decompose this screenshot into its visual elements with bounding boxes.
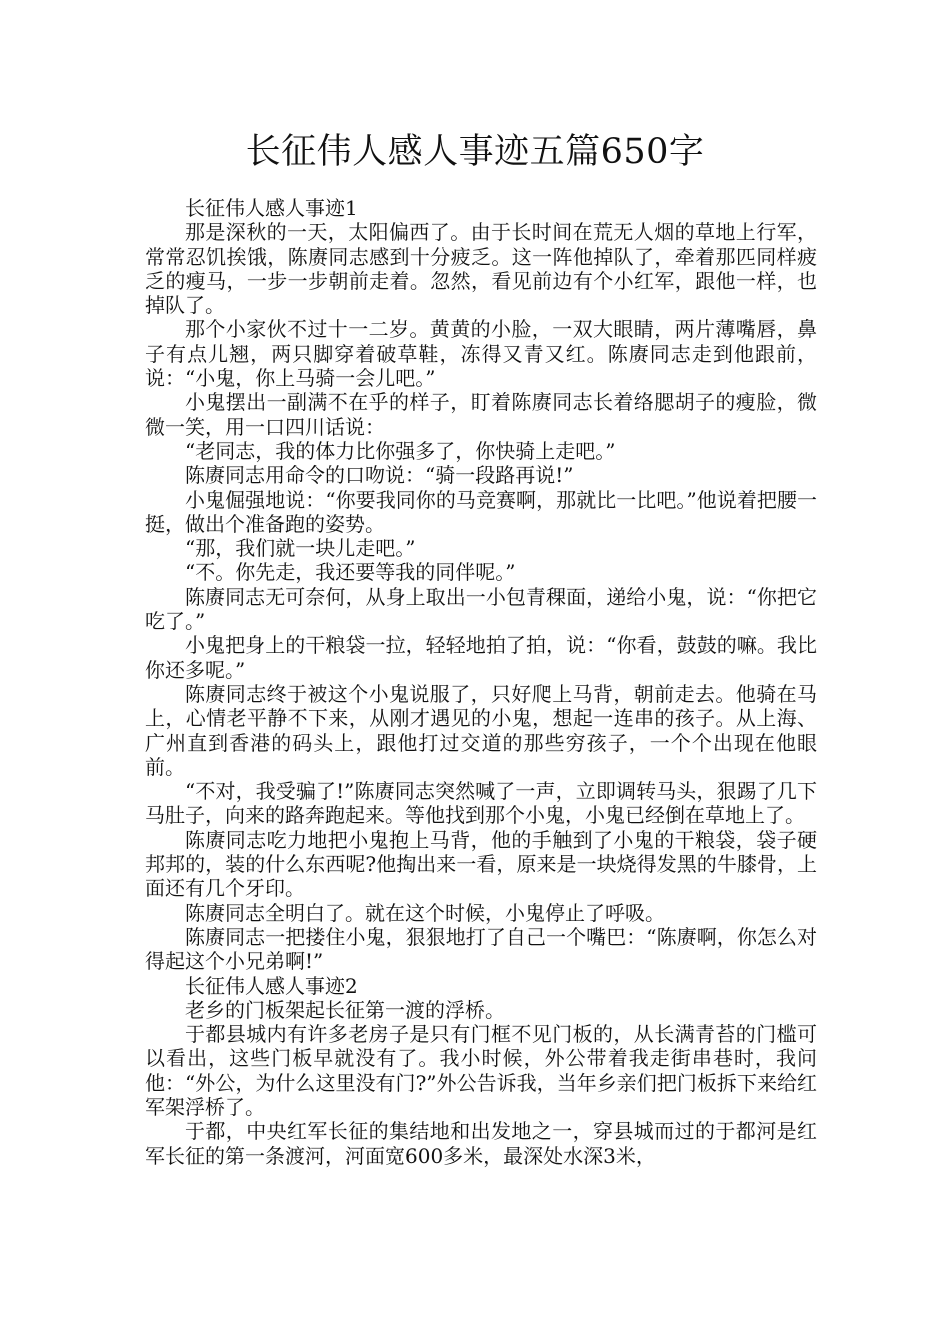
- paragraph: 于都，中央红军长征的集结地和出发地之一，穿县城而过的于都河是红军长征的第一条渡河，河面宽600多米，最深处水深3米，: [145, 1119, 817, 1168]
- paragraph: 小鬼把身上的干粮袋一拉，轻轻地拍了拍，说：“你看，鼓鼓的嘛。我比你还多呢。”: [145, 633, 817, 682]
- paragraph: 陈赓同志全明白了。就在这个时候，小鬼停止了呼吸。: [185, 900, 665, 925]
- paragraph: 老乡的门板架起长征第一渡的浮桥。: [185, 997, 505, 1022]
- paragraph: 陈赓同志用命令的口吻说：“骑一段路再说!”: [185, 463, 574, 488]
- paragraph: “不对，我受骗了!”陈赓同志突然喊了一声，立即调转马头，狠踢了几下马肚子，向来的路奔跑起来。等他找到那个小鬼，小鬼已经倒在草地上了。: [145, 779, 817, 828]
- document-body: [145, 196, 817, 1168]
- paragraph: “老同志，我的体力比你强多了，你快骑上走吧。”: [185, 438, 616, 463]
- paragraph: 陈赓同志吃力地把小鬼抱上马背，他的手触到了小鬼的干粮袋，袋子硬邦邦的，装的什么东西呢?他掏出来一看，原来是一块烧得发黑的牛膝骨，上面还有几个牙印。: [145, 827, 817, 901]
- paragraph: “不。你先走，我还要等我的同伴呢。”: [185, 560, 516, 585]
- paragraph: 小鬼摆出一副满不在乎的样子，盯着陈赓同志长着络腮胡子的瘦脸，微微一笑，用一口四川话说：: [145, 390, 817, 439]
- paragraph: 于都县城内有许多老房子是只有门框不见门板的，从长满青苔的门槛可以看出，这些门板早就没有了。我小时候，外公带着我走街串巷时，我问他：“外公，为什么这里没有门?”外公告诉我，当年乡亲们把门板拆下来给红军架浮桥了。: [145, 1022, 817, 1119]
- document-title: 长征伟人感人事迹五篇650字: [245, 132, 705, 172]
- paragraph: 小鬼倔强地说：“你要我同你的马竞赛啊，那就比一比吧。”他说着把腰一挺，做出个准备跑的姿势。: [145, 487, 817, 536]
- paragraph: 陈赓同志一把搂住小鬼，狠狠地打了自己一个嘴巴：“陈赓啊，你怎么对得起这个小兄弟啊!”: [145, 924, 817, 974]
- paragraph: 长征伟人感人事迹2: [185, 973, 358, 998]
- paragraph: 陈赓同志终于被这个小鬼说服了，只好爬上马背，朝前走去。他骑在马上，心情老平静不下来，从刚才遇见的小鬼，想起一连串的孩子。从上海、广州直到香港的码头上，跟他打过交道的那些穷孩子，一个个出现在他眼前。: [145, 681, 817, 779]
- paragraph: 长征伟人感人事迹1: [185, 196, 358, 220]
- paragraph: 那是深秋的一天，太阳偏西了。由于长时间在荒无人烟的草地上行军，常常忍饥挨饿，陈赓同志感到十分疲乏。这一阵他掉队了，牵着那匹同样疲乏的瘦马，一步一步朝前走着。忽然，看见前边有个小红军，跟他一样，也掉队了。: [145, 220, 817, 318]
- paragraph: “那，我们就一块儿走吧。”: [185, 536, 416, 561]
- paragraph: 那个小家伙不过十一二岁。黄黄的小脸，一双大眼睛，两片薄嘴唇，鼻子有点儿翘，两只脚穿着破草鞋，冻得又青又红。陈赓同志走到他跟前，说：“小鬼，你上马骑一会儿吧。”: [145, 317, 817, 391]
- paragraph: 陈赓同志无可奈何，从身上取出一小包青稞面，递给小鬼，说：“你把它吃了。”: [145, 584, 817, 634]
